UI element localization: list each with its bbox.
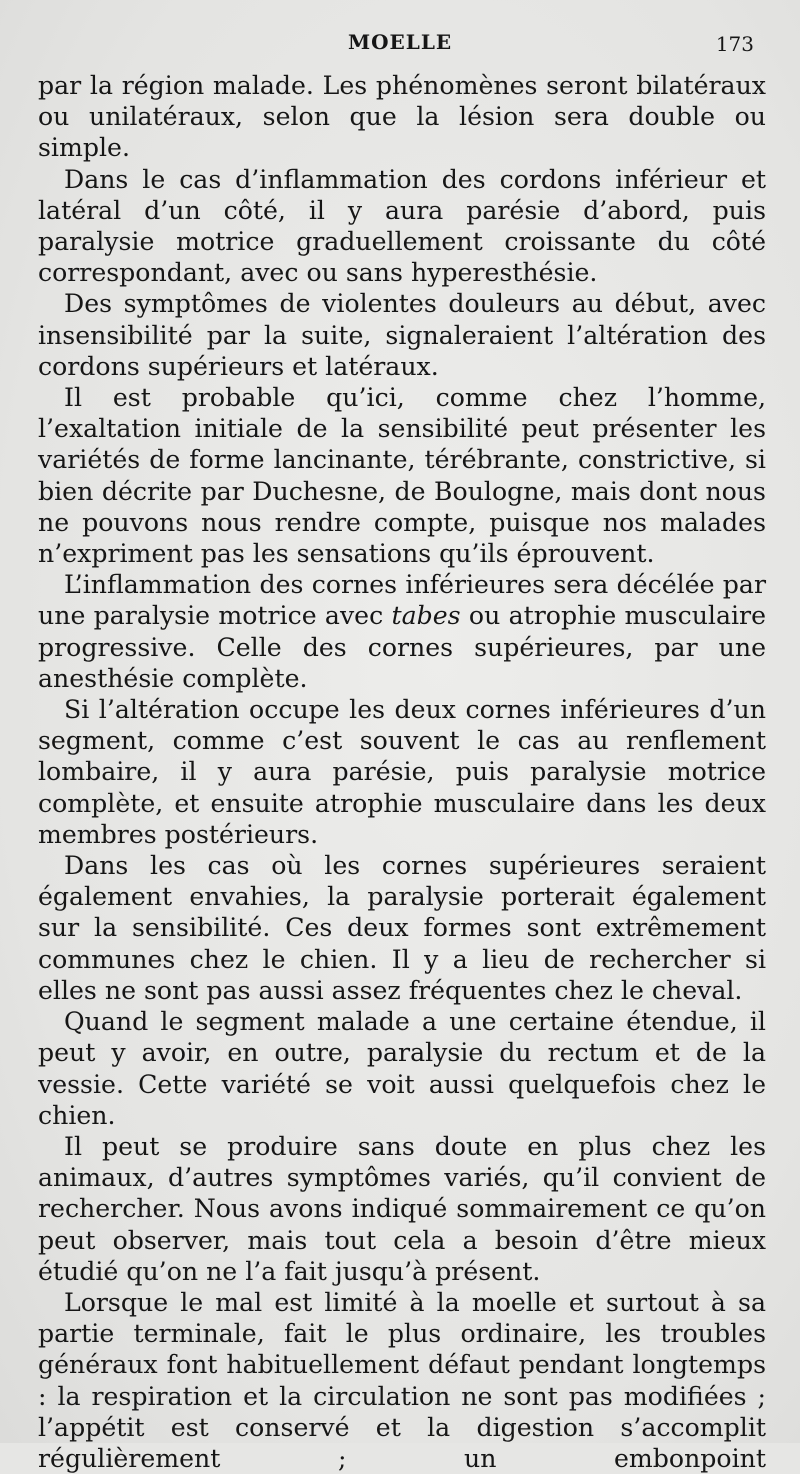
paragraph: Il peut se produire sans doute en plus chez les animaux, d’autres symptômes variés, qu’il convient de rechercher. Nous avons indiqué sommairement ce qu’on peut observer, mais tout cela a besoin d’être mieux étudié qu’on ne l’a fait jusqu’à présent. (38, 1131, 766, 1286)
paragraph: Lorsque le mal est limité à la moelle et surtout à sa partie terminale, fait le plus ordinaire, les troubles généraux font habituellement défaut pendant longtemps : la respiration et la circulation ne sont pas modifiées ; l’appétit est conservé et la digestion s’accomplit régulièrement ; un embonpoint (38, 1287, 766, 1473)
body-text (38, 70, 766, 1474)
running-head (0, 30, 800, 60)
paragraph-text: ou atrophie musculaire progressive. Celle des cornes supérieures, par une anesthésie complète. (38, 601, 766, 693)
paragraph: Quand le segment malade a une certaine étendue, il peut y avoir, en outre, paralysie du rectum et de la vessie. Cette variété se voit aussi quelquefois chez le chien. (38, 1007, 766, 1130)
paragraph: par la région malade. Les phénomènes seront bilatéraux ou unilatéraux, selon que la lésion sera double ou simple. (38, 71, 766, 163)
paragraph: Il est probable qu’ici, comme chez l’homme, l’exaltation initiale de la sensibilité peut présenter les variétés de forme lancinante, térébrante, constrictive, si bien décrite par Duchesne, de Boulogne, mais dont nous ne pouvons nous rendre compte, puisque nos malades n’expriment pas les sensations qu’ils éprouvent. (38, 383, 766, 569)
italic-term: tabes (391, 601, 461, 631)
paragraph (38, 569, 766, 694)
paragraph-text: L’inflammation des cornes inférieures sera décélée par une paralysie motrice avec (38, 570, 766, 631)
paragraph: Dans les cas où les cornes supérieures seraient également envahies, la paralysie porterait également sur la sensibilité. Ces deux formes sont extrêmement communes chez le chien. Il y a lieu de rechercher si elles ne sont pas aussi assez fréquentes chez le cheval. (38, 851, 766, 1005)
paragraph: Dans le cas d’inflammation des cordons inférieur et latéral d’un côté, il y aura parésie d’abord, puis paralysie motrice graduellement croissante du côté correspondant, avec ou sans hyperesthésie. (38, 164, 766, 288)
page-number: 173 (715, 32, 754, 56)
paragraph: Des symptômes de violentes douleurs au début, avec insensibilité par la suite, signaleraient l’altération des cordons supérieurs et latéraux. (38, 289, 766, 381)
running-head-title: MOELLE (348, 30, 453, 54)
paragraph: Si l’altération occupe les deux cornes inférieures d’un segment, comme c’est souvent le cas au renflement lombaire, il y aura parésie, puis paralysie motrice complète, et ensuite atrophie musculaire dans les deux membres postérieurs. (38, 695, 766, 849)
